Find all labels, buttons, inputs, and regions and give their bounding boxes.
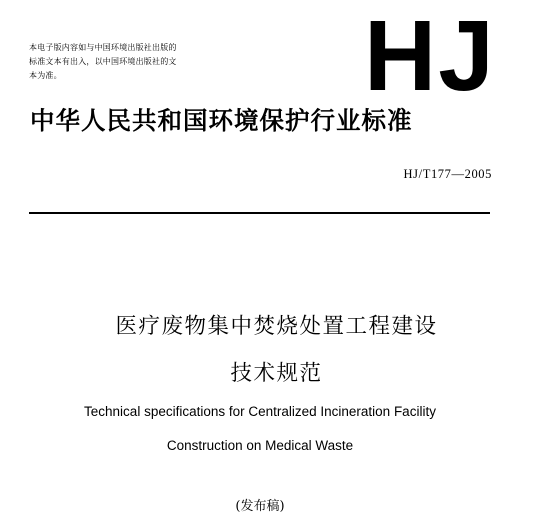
- note-line: 本为准。: [29, 71, 62, 80]
- hj-logo: HJ: [364, 0, 496, 112]
- header-divider: [29, 212, 490, 214]
- note-line: 标准文本有出入，以中国环境出版社的文: [29, 57, 177, 66]
- chinese-title-line-2: 技术规范: [230, 361, 323, 386]
- english-title-line-2: Construction on Medical Waste: [166, 438, 354, 453]
- chinese-title-line-1: 医疗废物集中焚烧处置工程建设: [115, 314, 438, 339]
- release-status: (发布稿): [235, 499, 285, 514]
- standard-category-title: 中华人民共和国环境保护行业标准: [30, 106, 413, 135]
- note-line: 本电子版内容如与中国环境出版社出版的: [29, 43, 177, 52]
- copyright-note: [29, 41, 239, 83]
- standard-number: HJ/T177—2005: [403, 167, 492, 181]
- english-title-line-1: Technical specifications for Centralized Incineration Facility: [84, 404, 436, 419]
